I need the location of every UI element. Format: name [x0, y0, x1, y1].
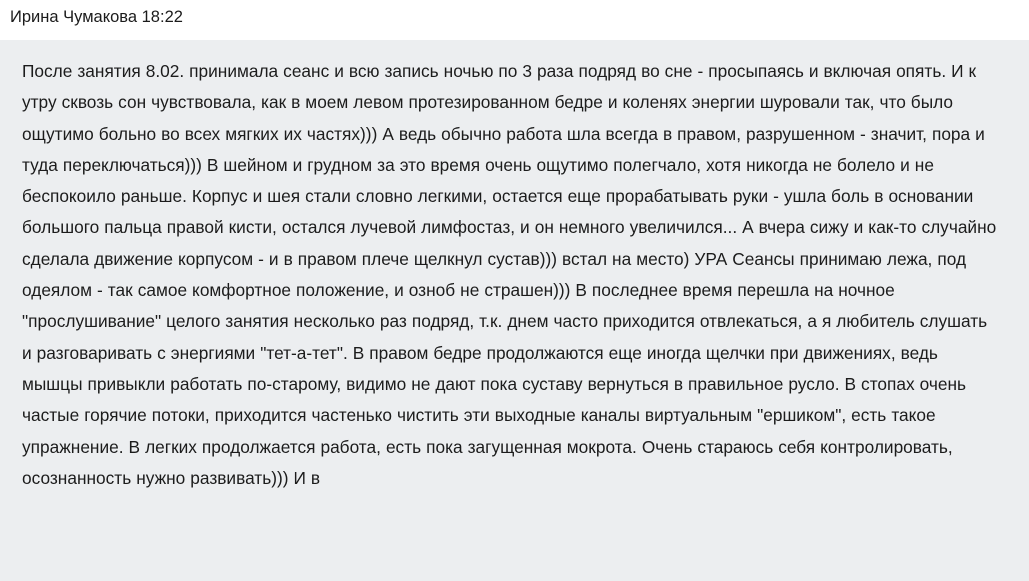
message-author-and-time: Ирина Чумакова 18:22 — [10, 8, 183, 26]
message-bubble[interactable] — [0, 40, 1029, 581]
message-text: После занятия 8.02. принимала сеанс и всю запись ночью по 3 раза подряд во сне - просыпаясь и включая опять. И к утру сквозь сон чувствовала, как в моем левом протезированном бедре и коленях энергии шуровали так, что было ощутимо больно во всех мягких их частях))) А ведь обычно работа шла всегда в правом, разрушенном - значит, пора и туда переключаться))) В шейном и грудном за это время очень ощутимо полегчало, хотя никогда не болело и не беспокоило раньше. Корпус и шея стали словно легкими, остается еще прорабатывать руки - ушла боль в основании большого пальца правой кисти, остался лучевой лимфостаз, и он немного увеличился... А вчера сижу и как-то случайно сделала движение корпусом - и в правом плече щелкнул сустав))) встал на место) УРА Сеансы принимаю лежа, под одеялом - так самое комфортное положение, и озноб не страшен))) В последнее время перешла на ночное "прослушивание" целого занятия несколько раз подряд, т.к. днем часто приходится отвлекаться, а я любитель слушать и разговаривать с энергиями "тет-а-тет". В правом бедре продолжаются еще иногда щелчки при движениях, ведь мышцы привыкли работать по-старому, видимо не дают пока суставу вернуться в правильное русло. В стопах очень частые горячие потоки, приходится частенько чистить эти выходные каналы виртуальным "ершиком", есть такое упражнение. В легких продолжается работа, есть пока загущенная мокрота. Очень стараюсь себя контролировать, осознанность нужно развивать))) И в — [22, 61, 997, 488]
message-header — [10, 8, 183, 27]
